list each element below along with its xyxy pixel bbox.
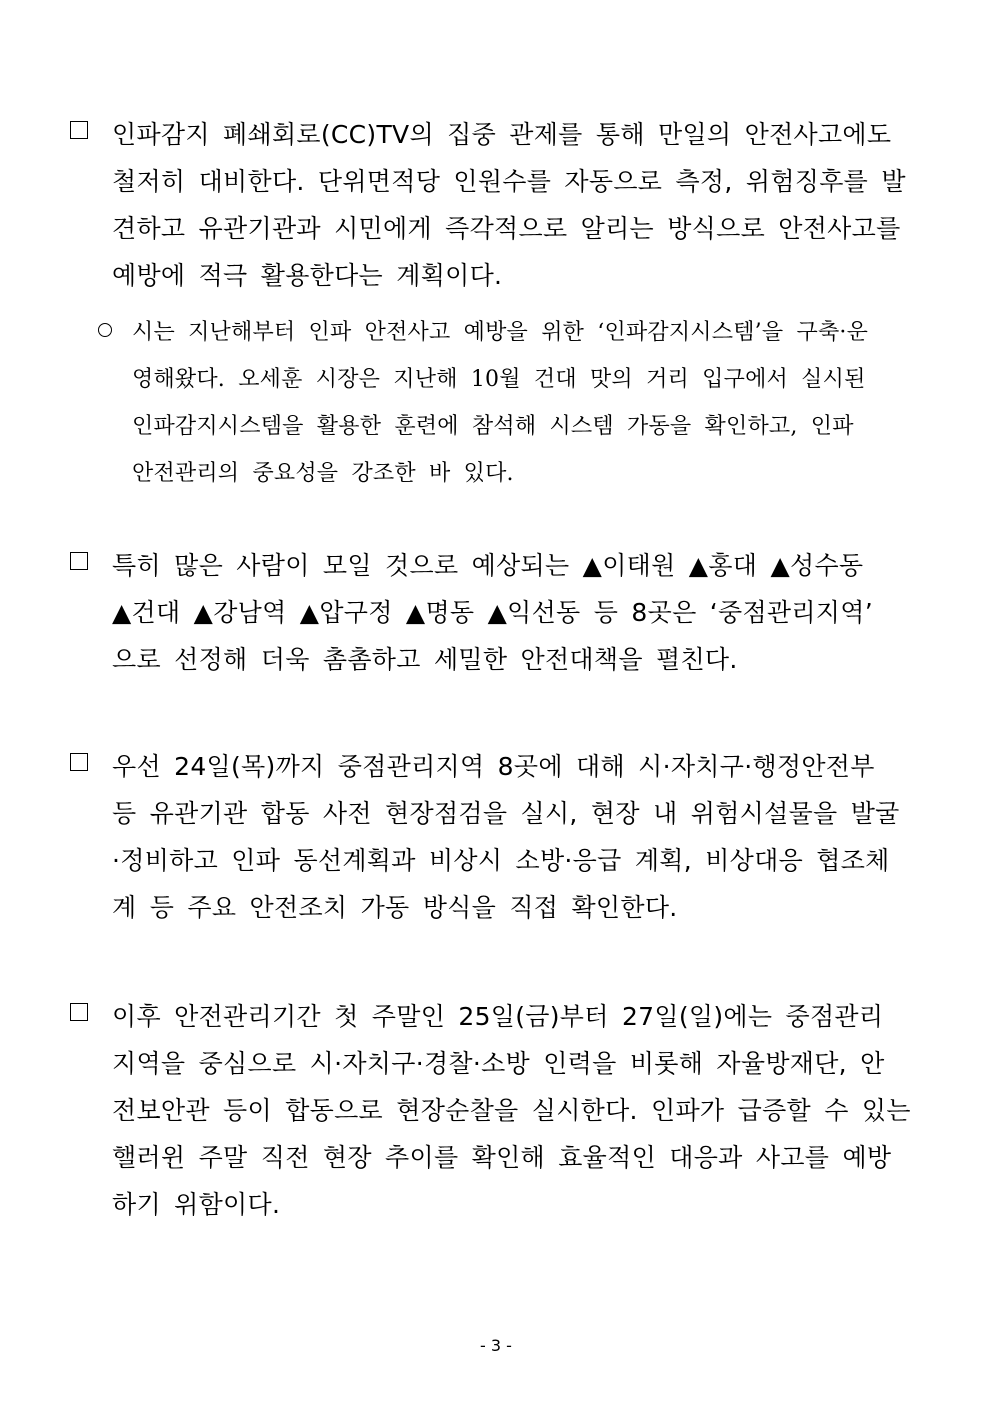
page-number: - 3 -: [480, 1336, 512, 1355]
text-line: 철저히 대비한다. 단위면적당 인원수를 자동으로 측정, 위험징후를 발: [112, 167, 906, 196]
square-bullet-icon: [70, 753, 88, 771]
text-line: ·정비하고 인파 동선계획과 비상시 소방·응급 계획, 비상대응 협조체: [112, 846, 890, 875]
text-line: 영해왔다. 오세훈 시장은 지난해 10월 건대 맛의 거리 입구에서 실시된: [132, 367, 866, 392]
text-line: 인파감지 폐쇄회로(CC)TV의 집중 관제를 통해 만일의 안전사고에도: [112, 120, 892, 149]
subsection-crowd-system: [98, 309, 926, 497]
section-text: [112, 993, 926, 1228]
section-text: [112, 111, 926, 299]
section-text: [112, 542, 926, 683]
text-line: 인파감지시스템을 활용한 훈련에 참석해 시스템 가동을 확인하고, 인파: [132, 414, 854, 439]
text-line: 특히 많은 사람이 모일 것으로 예상되는 ▲이태원 ▲홍대 ▲성수동: [112, 551, 864, 580]
section-patrol: [70, 993, 926, 1228]
section-key-areas: [70, 542, 926, 683]
text-line: ▲건대 ▲강남역 ▲압구정 ▲명동 ▲익선동 등 8곳은 ‘중점관리지역’: [112, 598, 873, 627]
text-line: 으로 선정해 더욱 촘촘하고 세밀한 안전대책을 펼친다.: [112, 645, 738, 674]
text-line: 하기 위함이다.: [112, 1190, 281, 1219]
text-line: 지역을 중심으로 시·자치구·경찰·소방 인력을 비롯해 자율방재단, 안: [112, 1049, 885, 1078]
section-inspection: [70, 743, 926, 931]
square-bullet-icon: [70, 552, 88, 570]
text-line: 견하고 유관기관과 시민에게 즉각적으로 알리는 방식으로 안전사고를: [112, 214, 901, 243]
text-line: 등 유관기관 합동 사전 현장점검을 실시, 현장 내 위험시설물을 발굴: [112, 799, 900, 828]
square-bullet-icon: [70, 121, 88, 139]
section-cctv: [70, 111, 926, 299]
circle-bullet-icon: [98, 323, 112, 337]
text-line: 계 등 주요 안전조치 가동 방식을 직접 확인한다.: [112, 893, 678, 922]
text-line: 이후 안전관리기간 첫 주말인 25일(금)부터 27일(일)에는 중점관리: [112, 1002, 884, 1031]
square-bullet-icon: [70, 1003, 88, 1021]
text-line: 핼러윈 주말 직전 현장 추이를 확인해 효율적인 대응과 사고를 예방: [112, 1143, 892, 1172]
text-line: 시는 지난해부터 인파 안전사고 예방을 위한 ‘인파감지시스템’을 구축·운: [132, 320, 869, 345]
text-line: 우선 24일(목)까지 중점관리지역 8곳에 대해 시·자치구·행정안전부: [112, 752, 875, 781]
text-line: 전보안관 등이 합동으로 현장순찰을 실시한다. 인파가 급증할 수 있는: [112, 1096, 911, 1125]
section-text: [112, 743, 926, 931]
text-line: 안전관리의 중요성을 강조한 바 있다.: [132, 461, 514, 486]
text-line: 예방에 적극 활용한다는 계획이다.: [112, 261, 503, 290]
subsection-text: [132, 309, 926, 497]
